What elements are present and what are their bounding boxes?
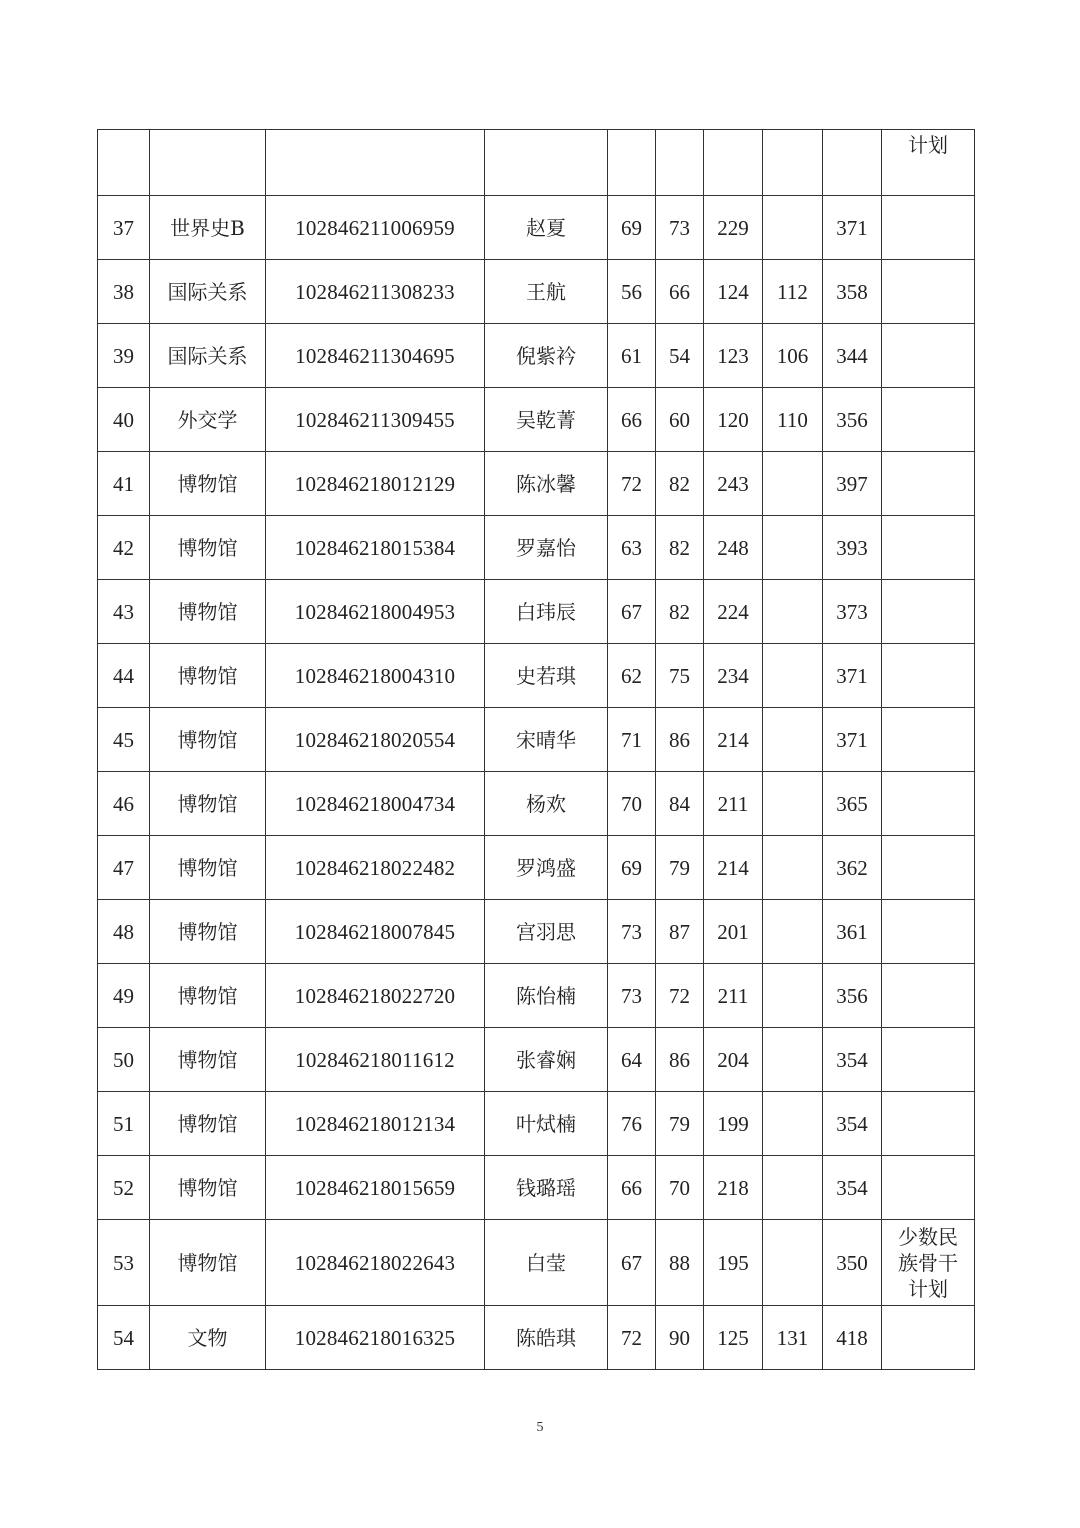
cell-ticket: 102846211309455 (266, 388, 485, 452)
cell-name: 白莹 (485, 1220, 608, 1306)
cell-score-3: 229 (704, 196, 763, 260)
cell-no: 42 (98, 516, 150, 580)
cell-note: 计划 (882, 130, 975, 196)
cell-name: 陈冰馨 (485, 452, 608, 516)
cell-no: 38 (98, 260, 150, 324)
cell-score-3: 243 (704, 452, 763, 516)
table-row (98, 388, 975, 452)
cell-no: 39 (98, 324, 150, 388)
cell-note (882, 964, 975, 1028)
table-row (98, 260, 975, 324)
cell-score-2 (656, 130, 704, 196)
cell-score-4 (763, 1092, 823, 1156)
cell-score-2: 87 (656, 900, 704, 964)
cell-score-1: 69 (608, 196, 656, 260)
cell-name: 白玮辰 (485, 580, 608, 644)
cell-score-3: 120 (704, 388, 763, 452)
cell-score-3: 123 (704, 324, 763, 388)
cell-score-4 (763, 708, 823, 772)
cell-ticket: 102846218004734 (266, 772, 485, 836)
cell-major: 博物馆 (150, 1156, 266, 1220)
cell-name: 陈皓琪 (485, 1306, 608, 1370)
cell-major: 博物馆 (150, 644, 266, 708)
cell-score-4: 131 (763, 1306, 823, 1370)
cell-score-4: 112 (763, 260, 823, 324)
cell-score-2: 86 (656, 708, 704, 772)
cell-ticket: 102846218004310 (266, 644, 485, 708)
cell-score-2: 90 (656, 1306, 704, 1370)
cell-total: 350 (823, 1220, 882, 1306)
cell-score-3: 211 (704, 772, 763, 836)
cell-name: 罗嘉怡 (485, 516, 608, 580)
cell-score-1: 72 (608, 1306, 656, 1370)
table-row (98, 452, 975, 516)
cell-major: 博物馆 (150, 580, 266, 644)
cell-score-3: 201 (704, 900, 763, 964)
cell-score-3: 248 (704, 516, 763, 580)
cell-no: 52 (98, 1156, 150, 1220)
cell-major: 文物 (150, 1306, 266, 1370)
cell-name: 叶烒楠 (485, 1092, 608, 1156)
cell-score-3: 214 (704, 708, 763, 772)
cell-ticket: 102846211304695 (266, 324, 485, 388)
cell-total: 354 (823, 1028, 882, 1092)
cell-ticket: 102846218007845 (266, 900, 485, 964)
cell-score-1: 73 (608, 900, 656, 964)
cell-major: 世界史B (150, 196, 266, 260)
cell-ticket: 102846218012129 (266, 452, 485, 516)
cell-major: 国际关系 (150, 260, 266, 324)
cell-score-2: 84 (656, 772, 704, 836)
table-row (98, 836, 975, 900)
cell-ticket: 102846218016325 (266, 1306, 485, 1370)
cell-note (882, 516, 975, 580)
cell-score-2: 66 (656, 260, 704, 324)
cell-total: 358 (823, 260, 882, 324)
cell-note (882, 772, 975, 836)
table-row (98, 708, 975, 772)
cell-score-1: 71 (608, 708, 656, 772)
table-row (98, 1220, 975, 1306)
cell-total: 356 (823, 388, 882, 452)
cell-ticket: 102846218020554 (266, 708, 485, 772)
cell-score-1: 61 (608, 324, 656, 388)
cell-score-2: 75 (656, 644, 704, 708)
cell-note (882, 196, 975, 260)
cell-score-2: 73 (656, 196, 704, 260)
cell-total: 354 (823, 1092, 882, 1156)
cell-note (882, 452, 975, 516)
cell-score-3: 214 (704, 836, 763, 900)
cell-name: 倪紫衿 (485, 324, 608, 388)
cell-score-1: 66 (608, 388, 656, 452)
cell-name: 张睿娴 (485, 1028, 608, 1092)
cell-no: 37 (98, 196, 150, 260)
cell-no: 47 (98, 836, 150, 900)
cell-score-1: 62 (608, 644, 656, 708)
cell-note: 少数民 族骨干 计划 (882, 1220, 975, 1306)
cell-major: 外交学 (150, 388, 266, 452)
cell-major (150, 130, 266, 196)
cell-score-4 (763, 836, 823, 900)
table-row (98, 324, 975, 388)
table-row (98, 196, 975, 260)
cell-note (882, 900, 975, 964)
cell-no: 53 (98, 1220, 150, 1306)
cell-total: 418 (823, 1306, 882, 1370)
table-row (98, 964, 975, 1028)
cell-score-3: 211 (704, 964, 763, 1028)
cell-ticket: 102846218022482 (266, 836, 485, 900)
cell-score-2: 88 (656, 1220, 704, 1306)
table-row (98, 900, 975, 964)
cell-score-2: 82 (656, 516, 704, 580)
cell-ticket: 102846218022643 (266, 1220, 485, 1306)
cell-total: 354 (823, 1156, 882, 1220)
cell-score-4 (763, 1156, 823, 1220)
cell-major: 博物馆 (150, 964, 266, 1028)
cell-score-4 (763, 1028, 823, 1092)
cell-no: 41 (98, 452, 150, 516)
cell-total: 362 (823, 836, 882, 900)
cell-score-4 (763, 964, 823, 1028)
cell-score-4 (763, 644, 823, 708)
cell-score-3: 234 (704, 644, 763, 708)
cell-ticket: 102846218012134 (266, 1092, 485, 1156)
cell-name: 钱璐瑶 (485, 1156, 608, 1220)
cell-score-2: 79 (656, 1092, 704, 1156)
cell-score-4 (763, 772, 823, 836)
cell-total: 397 (823, 452, 882, 516)
cell-no: 50 (98, 1028, 150, 1092)
cell-score-4: 106 (763, 324, 823, 388)
cell-score-3: 204 (704, 1028, 763, 1092)
table-row (98, 644, 975, 708)
cell-score-2: 82 (656, 580, 704, 644)
cell-score-1: 76 (608, 1092, 656, 1156)
cell-no: 46 (98, 772, 150, 836)
cell-score-1: 72 (608, 452, 656, 516)
cell-total: 371 (823, 708, 882, 772)
cell-major: 博物馆 (150, 1028, 266, 1092)
cell-ticket (266, 130, 485, 196)
cell-total: 371 (823, 644, 882, 708)
cell-score-2: 79 (656, 836, 704, 900)
cell-score-4 (763, 452, 823, 516)
cell-score-1: 73 (608, 964, 656, 1028)
cell-name: 吴乾菁 (485, 388, 608, 452)
table-row (98, 516, 975, 580)
cell-note (882, 836, 975, 900)
cell-score-4: 110 (763, 388, 823, 452)
cell-score-3: 224 (704, 580, 763, 644)
cell-score-1: 67 (608, 1220, 656, 1306)
cell-score-1: 70 (608, 772, 656, 836)
table-row (98, 772, 975, 836)
cell-note (882, 324, 975, 388)
cell-name: 宋晴华 (485, 708, 608, 772)
cell-no: 54 (98, 1306, 150, 1370)
table-row (98, 1306, 975, 1370)
cell-note (882, 1306, 975, 1370)
cell-score-4 (763, 196, 823, 260)
cell-no: 40 (98, 388, 150, 452)
cell-score-1: 64 (608, 1028, 656, 1092)
cell-score-4 (763, 130, 823, 196)
cell-name: 宫羽思 (485, 900, 608, 964)
cell-major: 博物馆 (150, 900, 266, 964)
cell-score-1: 63 (608, 516, 656, 580)
table-row (98, 1092, 975, 1156)
table-row (98, 580, 975, 644)
cell-name (485, 130, 608, 196)
cell-score-2: 72 (656, 964, 704, 1028)
cell-no: 51 (98, 1092, 150, 1156)
cell-score-1: 66 (608, 1156, 656, 1220)
cell-note (882, 708, 975, 772)
cell-score-3: 195 (704, 1220, 763, 1306)
cell-no: 49 (98, 964, 150, 1028)
cell-note (882, 1156, 975, 1220)
cell-total: 373 (823, 580, 882, 644)
cell-no: 43 (98, 580, 150, 644)
cell-ticket: 102846218022720 (266, 964, 485, 1028)
cell-ticket: 102846211308233 (266, 260, 485, 324)
cell-major: 博物馆 (150, 708, 266, 772)
cell-score-1: 67 (608, 580, 656, 644)
page-number: 5 (536, 1420, 544, 1435)
cell-score-2: 60 (656, 388, 704, 452)
cell-ticket: 102846218004953 (266, 580, 485, 644)
cell-note (882, 388, 975, 452)
cell-no: 45 (98, 708, 150, 772)
cell-ticket: 102846218015659 (266, 1156, 485, 1220)
table-row (98, 1028, 975, 1092)
cell-score-4 (763, 516, 823, 580)
cell-name: 罗鸿盛 (485, 836, 608, 900)
cell-ticket: 102846218015384 (266, 516, 485, 580)
cell-ticket: 102846218011612 (266, 1028, 485, 1092)
admission-score-table (97, 129, 975, 1370)
cell-name: 赵夏 (485, 196, 608, 260)
cell-note (882, 580, 975, 644)
cell-total: 356 (823, 964, 882, 1028)
cell-total: 361 (823, 900, 882, 964)
cell-score-3: 218 (704, 1156, 763, 1220)
cell-score-3: 124 (704, 260, 763, 324)
cell-total: 365 (823, 772, 882, 836)
cell-note (882, 260, 975, 324)
continuation-row (98, 130, 975, 196)
cell-score-4 (763, 580, 823, 644)
cell-score-3: 125 (704, 1306, 763, 1370)
cell-major: 国际关系 (150, 324, 266, 388)
cell-total (823, 130, 882, 196)
cell-score-2: 82 (656, 452, 704, 516)
cell-note (882, 1092, 975, 1156)
cell-note (882, 1028, 975, 1092)
cell-note (882, 644, 975, 708)
cell-score-3 (704, 130, 763, 196)
cell-score-2: 70 (656, 1156, 704, 1220)
cell-major: 博物馆 (150, 1092, 266, 1156)
cell-score-4 (763, 1220, 823, 1306)
cell-major: 博物馆 (150, 772, 266, 836)
cell-score-1 (608, 130, 656, 196)
cell-score-1: 69 (608, 836, 656, 900)
cell-score-3: 199 (704, 1092, 763, 1156)
cell-score-2: 86 (656, 1028, 704, 1092)
cell-no: 48 (98, 900, 150, 964)
cell-name: 史若琪 (485, 644, 608, 708)
cell-score-2: 54 (656, 324, 704, 388)
cell-no (98, 130, 150, 196)
cell-major: 博物馆 (150, 1220, 266, 1306)
cell-major: 博物馆 (150, 836, 266, 900)
cell-major: 博物馆 (150, 516, 266, 580)
cell-name: 杨欢 (485, 772, 608, 836)
cell-major: 博物馆 (150, 452, 266, 516)
cell-name: 王航 (485, 260, 608, 324)
cell-name: 陈怡楠 (485, 964, 608, 1028)
cell-ticket: 102846211006959 (266, 196, 485, 260)
cell-score-4 (763, 900, 823, 964)
table-row (98, 1156, 975, 1220)
cell-total: 371 (823, 196, 882, 260)
cell-score-1: 56 (608, 260, 656, 324)
cell-total: 393 (823, 516, 882, 580)
cell-total: 344 (823, 324, 882, 388)
cell-no: 44 (98, 644, 150, 708)
